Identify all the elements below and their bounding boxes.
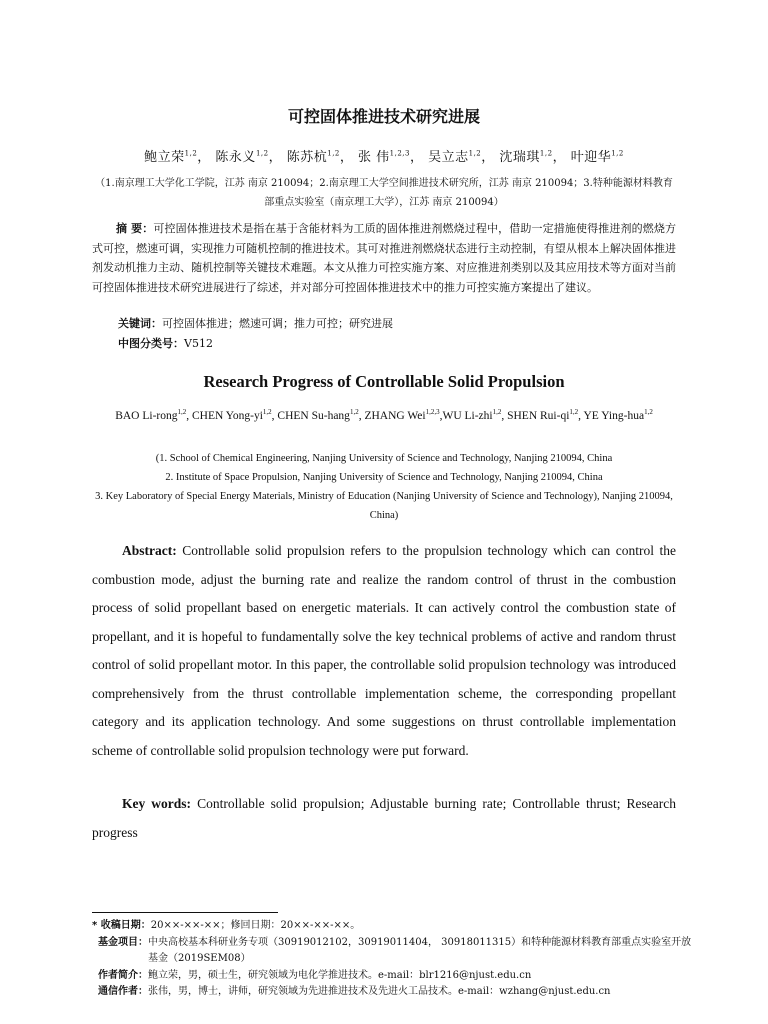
footnotes — [92, 918, 692, 1001]
author: 张 伟$^{1,2,3}$ — [358, 149, 410, 165]
chinese-keywords — [118, 315, 393, 331]
author: 叶迎华$^{1,2}$ — [570, 149, 624, 165]
author: 吴立志$^{1,2}$ — [428, 149, 482, 165]
english-affiliations — [92, 449, 676, 525]
footnote-received: * 收稿日期： 20××-××-××；修回日期：20××-××-××。 — [92, 920, 361, 931]
abstract-label: Abstract: — [122, 543, 177, 558]
author: 陈永义$^{1,2}$ — [215, 149, 269, 165]
chinese-title: 可控固体推进技术研究进展 — [287, 107, 480, 126]
abstract-label: 摘 要： — [116, 222, 154, 235]
abstract-text: 可控固体推进技术是指在基于含能材料为工质的固体推进剂燃烧过程中，借助一定措施使得推进剂的燃烧方式可控，燃速可调，实现推力可随机控制的推进技术。其可对推进剂燃烧状态进行主动控制，有望从根本上解决固体推进剂发动机推力主动、随机控制等关键技术难题。本文从推力可控实施方案、对应推进剂类别以及其应用技术等方面对当前可控固体推进技术研究进展进行了综述，并对部分可控固体推进技术中的推力可控实施方案提出了建议。 — [92, 222, 676, 294]
author: 沈瑞琪$^{1,2}$ — [499, 149, 553, 165]
footnote-funding: 基金项目： 中央高校基本科研业务专项（30919012102，30919011404， 30918011315）和特种能源材料教育部重点实验室开放基金（2019SEM08） — [98, 936, 692, 964]
chinese-abstract — [92, 219, 676, 297]
author: CHEN Su-hang$^{1,2}$, — [277, 408, 365, 422]
english-author-list — [92, 403, 676, 426]
english-abstract — [92, 537, 676, 765]
footnote-divider — [92, 912, 278, 913]
author: 鲍立荣$^{1,2}$ — [144, 149, 198, 165]
keywords-text: Controllable solid propulsion; Adjustable burning rate; Controllable thrust; Research progress — [92, 796, 676, 840]
author: YE Ying-hua$^{1,2}$ — [583, 408, 653, 422]
affiliation-line: 3. Key Laboratory of Special Energy Materials, Ministry of Education (Nanjing University of Science and Technology), Nanjing 210094, China) — [95, 491, 673, 521]
affiliation-line: 2. Institute of Space Propulsion, Nanjing University of Science and Technology, Nanjing 210094, China — [165, 472, 603, 483]
author: WU Li-zhi$^{1,2}$, — [442, 408, 508, 422]
clc-value: V512 — [184, 337, 213, 350]
classification-number — [118, 335, 213, 351]
chinese-author-list: 鲍立荣$^{1,2}$， 陈永义$^{1,2}$， 陈苏杭$^{1,2}$， 张 伟$^{1,2,3}$， 吴立志$^{1,2}$， 沈瑞琪$^{1,2}$， 叶迎华$^{1,2}$ — [144, 149, 624, 165]
clc-label: 中图分类号： — [118, 337, 184, 350]
chinese-affiliation: （1.南京理工大学化工学院，江苏 南京 210094；2.南京理工大学空间推进技术研究所，江苏 南京 210094；3.特种能源材料教育部重点实验室（南京理工大学），江苏 南京 210094） — [95, 178, 673, 208]
author: ZHANG Wei$^{1,2,3}$, — [364, 408, 443, 422]
author: 陈苏杭$^{1,2}$ — [286, 149, 340, 165]
keywords-text: 可控固体推进；燃速可调；推力可控；研究进展 — [162, 317, 393, 330]
footnote-corresponding-author: 通信作者： 张伟，男，博士，讲师，研究领域为先进推进技术及先进火工品技术。e-mail：wzhang@njust.edu.cn — [98, 986, 611, 997]
keywords-label: 关键词： — [118, 317, 162, 330]
english-title: Research Progress of Controllable Solid Propulsion — [203, 372, 565, 391]
english-keywords — [92, 790, 676, 847]
author: CHEN Yong-yi$^{1,2}$, — [191, 408, 278, 422]
keywords-label: Key words: — [122, 796, 192, 811]
abstract-text: Controllable solid propulsion refers to the propulsion technology which can control the combustion mode, adjust the burning rate and realize the random control of thrust in the combustion process of solid propellant based on energetic materials. It can actively control the combustion state of propellant, and it is hopeful to fundamentally solve the key technical problems of active and random thrust control of solid propellant motor. In this paper, the controllable solid propulsion technology was introduced comprehensively from the thrust controllable implementation scheme, the corresponding propellant category and its application technology. And some suggestions on thrust controllable implementation scheme of controllable solid propulsion technology were put forward. — [92, 543, 677, 758]
author: BAO Li-rong$^{1,2}$, — [115, 408, 192, 422]
author: SHEN Rui-qi$^{1,2}$, — [507, 408, 584, 422]
footnote-author-bio: 作者简介： 鲍立荣，男，硕士生，研究领域为电化学推进技术。e-mail：blr1216@njust.edu.cn — [98, 969, 532, 981]
affiliation-line: (1. School of Chemical Engineering, Nanjing University of Science and Technology, Nanjing 210094, China — [155, 453, 613, 464]
